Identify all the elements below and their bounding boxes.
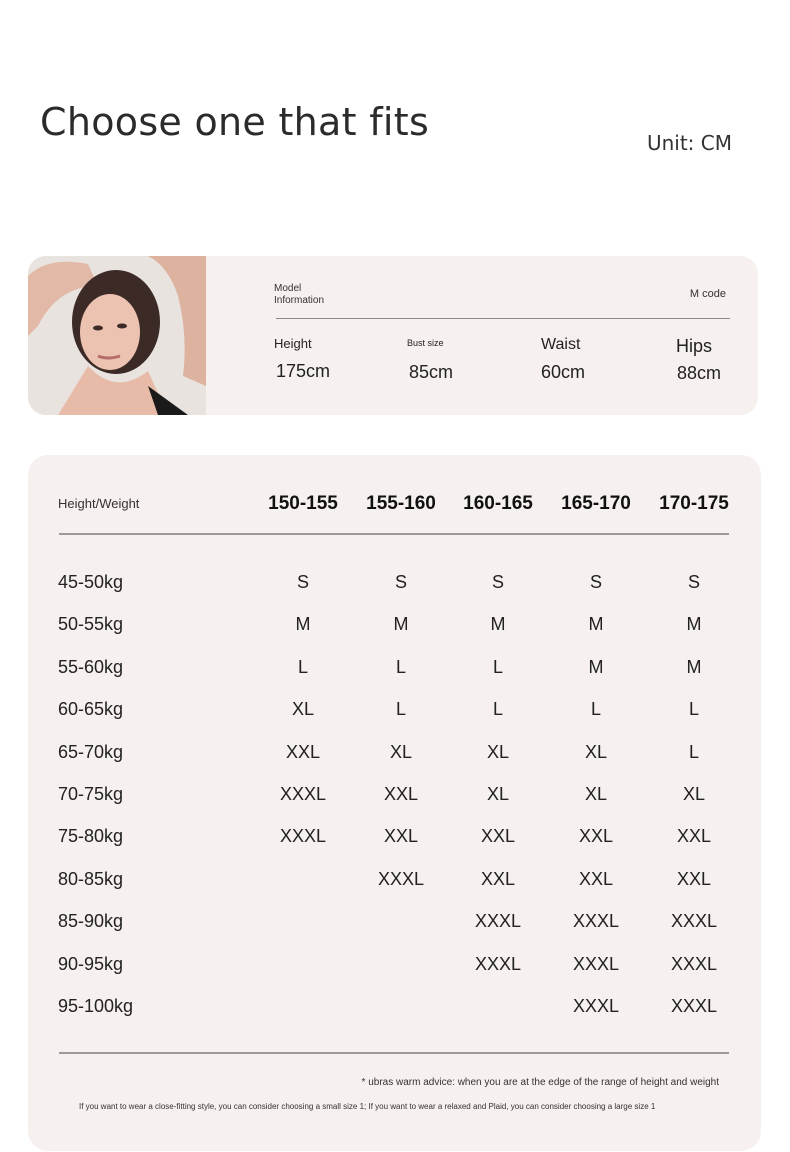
measurement-hips xyxy=(676,336,721,384)
measurement-height xyxy=(274,336,330,382)
model-size-code: M code xyxy=(689,288,726,300)
size-cell: XXL xyxy=(676,869,712,889)
model-photo xyxy=(28,256,206,415)
size-cell: XXL xyxy=(480,826,516,846)
header-divider xyxy=(59,533,729,535)
size-cell: L xyxy=(688,699,699,719)
size-cell: XXXL xyxy=(279,784,327,804)
size-cell: M xyxy=(490,614,506,634)
size-cell: XXL xyxy=(285,742,321,762)
size-cell: XXXL xyxy=(474,911,522,931)
measurement-bust xyxy=(407,336,453,383)
size-cell: L xyxy=(492,657,503,677)
size-cell: XXXL xyxy=(670,954,718,974)
size-cell: XL xyxy=(389,742,413,762)
size-cell: XXXL xyxy=(670,996,718,1016)
measurement-label: Bust size xyxy=(407,338,444,348)
size-cell: M xyxy=(393,614,409,634)
size-cell: M xyxy=(686,657,702,677)
size-cell: L xyxy=(297,657,308,677)
height-column-header: 160-165 xyxy=(463,493,533,514)
size-cell: XXL xyxy=(676,826,712,846)
size-cell: L xyxy=(395,699,406,719)
weight-row-label: 50-55kg xyxy=(58,614,124,634)
advice-text: * ubras warm advice: when you are at the edge of the range of height and weight xyxy=(361,1077,719,1088)
measurement-value: 88cm xyxy=(677,363,722,383)
size-cell: XXL xyxy=(578,826,614,846)
measurement-value: 60cm xyxy=(541,362,586,382)
size-cell: L xyxy=(590,699,601,719)
size-cell: S xyxy=(589,572,602,592)
size-cell: XXXL xyxy=(474,954,522,974)
size-cell: L xyxy=(688,742,699,762)
size-cell: XXL xyxy=(480,869,516,889)
size-cell: S xyxy=(687,572,700,592)
size-cell: XL xyxy=(486,784,510,804)
size-cell: XL xyxy=(584,784,608,804)
size-cell: L xyxy=(395,657,406,677)
height-column-header: 165-170 xyxy=(561,493,631,514)
measurement-label: Height xyxy=(274,336,312,351)
weight-row-label: 70-75kg xyxy=(58,784,124,804)
weight-row-label: 65-70kg xyxy=(58,742,124,762)
advice-detail-text: If you want to wear a close-fitting style, you can consider choosing a small size 1; If you want to wear a relaxed and Plaid, you can consider choosing a large size 1 xyxy=(79,1102,656,1111)
size-cell: L xyxy=(492,699,503,719)
size-cell: XL xyxy=(291,699,315,719)
size-cell: XXXL xyxy=(279,826,327,846)
height-column-header: 155-160 xyxy=(366,493,436,514)
divider xyxy=(276,318,730,319)
size-cell: XL xyxy=(486,742,510,762)
unit-label: Unit: CM xyxy=(646,131,732,155)
size-cell: XXXL xyxy=(572,954,620,974)
height-column-header: 170-175 xyxy=(659,493,729,514)
measurement-waist xyxy=(541,336,585,383)
size-cell: M xyxy=(588,614,604,634)
size-cell: XXL xyxy=(383,784,419,804)
weight-row-label: 95-100kg xyxy=(58,996,134,1016)
size-cell: M xyxy=(686,614,702,634)
weight-row-label: 60-65kg xyxy=(58,699,124,719)
weight-row-label: 75-80kg xyxy=(58,826,124,846)
size-cell: XXL xyxy=(383,826,419,846)
weight-row-label: 80-85kg xyxy=(58,869,124,889)
size-cell: M xyxy=(295,614,311,634)
size-cell: XXL xyxy=(578,869,614,889)
measurement-value: 175cm xyxy=(276,361,331,381)
size-cell: M xyxy=(588,657,604,677)
size-cell: S xyxy=(491,572,504,592)
size-cell: XXXL xyxy=(572,996,620,1016)
footer-divider xyxy=(59,1052,729,1054)
size-cell: XXXL xyxy=(572,911,620,931)
height-column-header: 150-155 xyxy=(268,493,338,514)
measurement-label: Waist xyxy=(541,336,581,353)
size-cell: S xyxy=(394,572,407,592)
size-chart-card xyxy=(28,455,761,1151)
size-cell: XL xyxy=(682,784,706,804)
weight-row-label: 45-50kg xyxy=(58,572,124,592)
weight-row-label: 85-90kg xyxy=(58,911,124,931)
height-weight-label: Height/Weight xyxy=(58,496,140,511)
model-information-label: Model Information xyxy=(274,283,325,306)
page-title: Choose one that fits xyxy=(40,100,430,144)
model-info-card xyxy=(28,256,758,415)
size-cell: S xyxy=(296,572,309,592)
weight-row-label: 55-60kg xyxy=(58,657,124,677)
weight-row-label: 90-95kg xyxy=(58,954,124,974)
size-cell: XXXL xyxy=(670,911,718,931)
size-cell: XXXL xyxy=(377,869,425,889)
size-cell: XL xyxy=(584,742,608,762)
measurement-label: Hips xyxy=(676,336,713,356)
measurement-value: 85cm xyxy=(409,362,454,382)
